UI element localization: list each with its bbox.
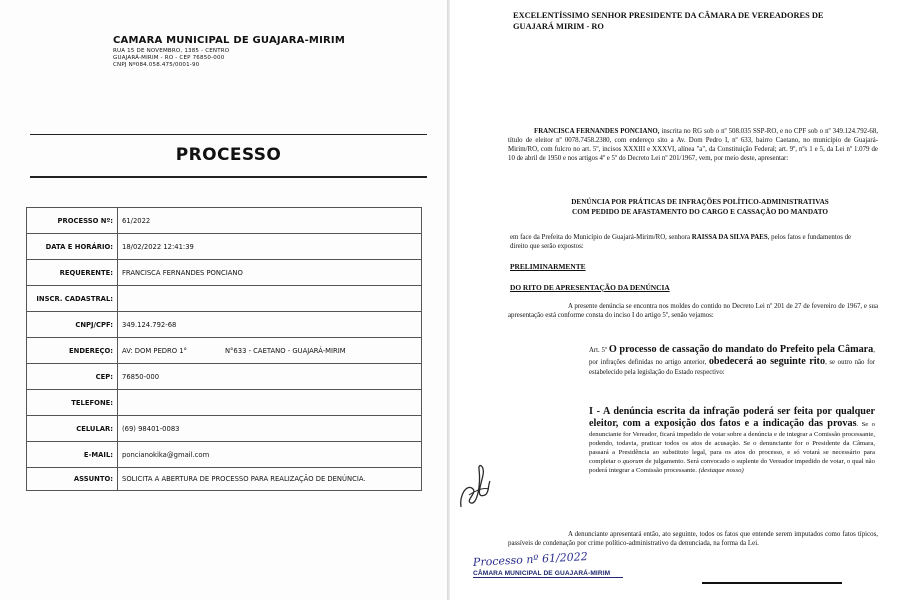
heading-preliminarmente: PRELIMINARMENTE xyxy=(510,262,586,271)
cep-label: CEP: xyxy=(27,364,118,390)
quote1-bold-2: obedecerá ao seguinte rito xyxy=(708,356,826,367)
chamber-address: RUA 15 DE NOVEMBRO, 1385 - CENTRO xyxy=(113,48,230,54)
face-name: RAISSA DA SILVA PAES xyxy=(691,234,768,241)
subject-line-1: DENÚNCIA POR PRÁTICAS DE INFRAÇÕES POLÍTICO-ADMINISTRATIVAS xyxy=(571,198,829,206)
chamber-cnpj: CNPJ Nº084.058.475/0001-90 xyxy=(113,62,200,68)
endereco-number-district: N°633 - CAETANO - GUAJARÁ-MIRIM xyxy=(224,346,346,355)
requerente-label: REQUERENTE: xyxy=(27,260,118,286)
addressee-line-1: EXCELENTÍSSIMO SENHOR PRESIDENTE DA CÂMARA DE VEREADORES DE xyxy=(513,11,824,20)
protocol-stamp xyxy=(472,550,623,578)
paragraph-conclusion xyxy=(508,530,878,548)
quote-inciso-1 xyxy=(589,406,875,475)
form-row-data xyxy=(27,234,422,260)
form-row-assunto xyxy=(27,468,422,491)
quote2-text-2: de julgamento. Será convocado o suplente do Vereador impedido de votar, o qual não poderá integrar a Comissão processante. xyxy=(589,458,875,474)
quote1-text-2: , se outro não for estabelecido pela legislação do Estado respectivo: xyxy=(589,359,875,376)
form-row-cep xyxy=(27,364,422,390)
stamp-chamber-name: CÂMARA MUNICIPAL DE GUAJARÁ-MIRIM xyxy=(473,570,623,578)
email-label: E-MAIL: xyxy=(27,442,118,468)
face-text-1: em face da Prefeita do Município de Guajará-Mirim/RO, senhora xyxy=(510,234,692,241)
cpf-label: CNPJ/CPF: xyxy=(27,312,118,338)
intro-name: FRANCISCA FERNANDES PONCIANO, xyxy=(534,128,660,135)
quote2-note: (destaque nosso) xyxy=(698,467,744,474)
signature-line xyxy=(702,582,842,584)
celular-label: CELULAR: xyxy=(27,416,118,442)
form-row-email xyxy=(27,442,422,468)
handwritten-signature xyxy=(455,455,495,520)
assunto-value: SOLICITA A ABERTURA DE PROCESSO PARA REALIZAÇÃO DE DENÚNCIA. xyxy=(118,468,422,491)
title-bottom-rule xyxy=(30,176,427,178)
form-row-celular xyxy=(27,416,422,442)
processo-label: PROCESSO Nº: xyxy=(27,208,118,234)
chamber-city: GUAJARÁ-MIRIM - RO - CEP 76850-000 xyxy=(113,55,225,61)
processo-value: 61/2022 xyxy=(118,208,422,234)
inscricao-value xyxy=(118,286,422,312)
cpf-value: 349.124.792-68 xyxy=(118,312,422,338)
face-paragraph xyxy=(510,233,870,251)
face-text-2: , pelos fatos e fundamentos de direito que serão expostos: xyxy=(510,234,852,251)
form-row-processo xyxy=(27,208,422,234)
petition-subject xyxy=(530,198,870,217)
form-row-inscricao xyxy=(27,286,422,312)
intro-paragraph xyxy=(508,127,878,163)
celular-value: (69) 98401-0083 xyxy=(118,416,422,442)
quote-article-5 xyxy=(589,344,875,377)
addressee-line-2: GUAJARÁ MIRIM - RO xyxy=(513,22,604,31)
petition-page xyxy=(450,0,900,600)
data-value: 18/02/2022 12:41:39 xyxy=(118,234,422,260)
data-label: DATA E HORÁRIO: xyxy=(27,234,118,260)
quote1-bold-1: O processo de cassação do mandato do Prefeito pela Câmara xyxy=(608,344,874,355)
requerente-value: FRANCISCA FERNANDES PONCIANO xyxy=(118,260,422,286)
quote1-art: Art. 5º xyxy=(589,347,609,354)
form-row-endereco xyxy=(27,338,422,364)
chamber-letterhead xyxy=(113,35,345,69)
paragraph-rito xyxy=(508,302,878,320)
telefone-value xyxy=(118,390,422,416)
form-row-telefone xyxy=(27,390,422,416)
stamp-handwritten-number: Processo nº 61/2022 xyxy=(472,550,588,569)
email-value: poncianokika@gmail.com xyxy=(118,442,422,468)
endereco-value xyxy=(118,338,422,364)
subject-line-2: COM PEDIDO DE AFASTAMENTO DO CARGO E CASSAÇÃO DO MANDATO xyxy=(572,207,828,216)
endereco-label: ENDEREÇO: xyxy=(27,338,118,364)
intro-text: inscrita no RG sob o nº 508.035 SSP-RO, e no CPF sob o nº 349.124.792-68, título de eleitor nº 0078.7458.2380, com endereço sito a Av. Dom Pedro I, nº 633, bairro Caetano, no município de Guajará-Mirim/RO, com fulcro no art. 5º, incisos XXXIII e XXXVI, alínea "a", da Constituição Federal; art. 9º, nºs 1 e 5, da Lei nº 1.079 de 10 de abril de 1950 e nos artigos 4º e 5º do Decreto Lei nº 201/1967, vem, por meio deste, apresentar: xyxy=(508,128,879,163)
telefone-label: TELEFONE: xyxy=(27,390,118,416)
chamber-name: CAMARA MUNICIPAL DE GUAJARA-MIRIM xyxy=(113,35,345,46)
form-row-requerente xyxy=(27,260,422,286)
paragraph-rito-text: A presente denúncia se encontra nos moldes do contido no Decreto Lei nº 201 de 27 de fevereiro de 1967, e sua apresentação está conforme consta do inciso I do artigo 5º, senão vejamos: xyxy=(508,303,878,320)
quote2-text: . Se o denunciante for Vereador, ficará impedido de votar sobre a denúncia e de integrar a Comissão processante, podendo, todavia, praticar todos os atos de acusação. Se o denunciante for o Presidente da Câmara, passará a Presidência ao substituto legal, para os atos do processo, e só votará se necessário para completar o xyxy=(589,421,875,465)
inscricao-label: INSCR. CADASTRAL: xyxy=(27,286,118,312)
signature-scribble xyxy=(455,455,495,515)
form-row-cpf xyxy=(27,312,422,338)
document-title: PROCESSO xyxy=(175,145,282,165)
quote1-text-1: , por infrações definidas no artigo anterior, xyxy=(589,347,875,366)
heading-rito: DO RITO DE APRESENTAÇÃO DA DENÚNCIA xyxy=(510,283,670,292)
endereco-street: AV: DOM PEDRO 1° xyxy=(122,346,187,355)
title-box xyxy=(30,134,427,176)
process-form-table xyxy=(26,207,422,491)
addressee xyxy=(513,10,873,32)
quote2-quorum: quorum xyxy=(622,458,644,465)
assunto-label: ASSUNTO: xyxy=(27,468,118,491)
paragraph-conclusion-text: A denunciante apresentará então, ato seguinte, todos os fatos que entende serem imputados como fatos típicos, passíveis de condenação por crime político-administrativo da denunciada, na forma da Lei. xyxy=(508,531,878,548)
cep-value: 76850-000 xyxy=(118,364,422,390)
quote2-bold: I - A denúncia escrita da infração poderá ser feita por qualquer eleitor, com a exposição dos fatos e a indicação das provas xyxy=(589,406,875,429)
